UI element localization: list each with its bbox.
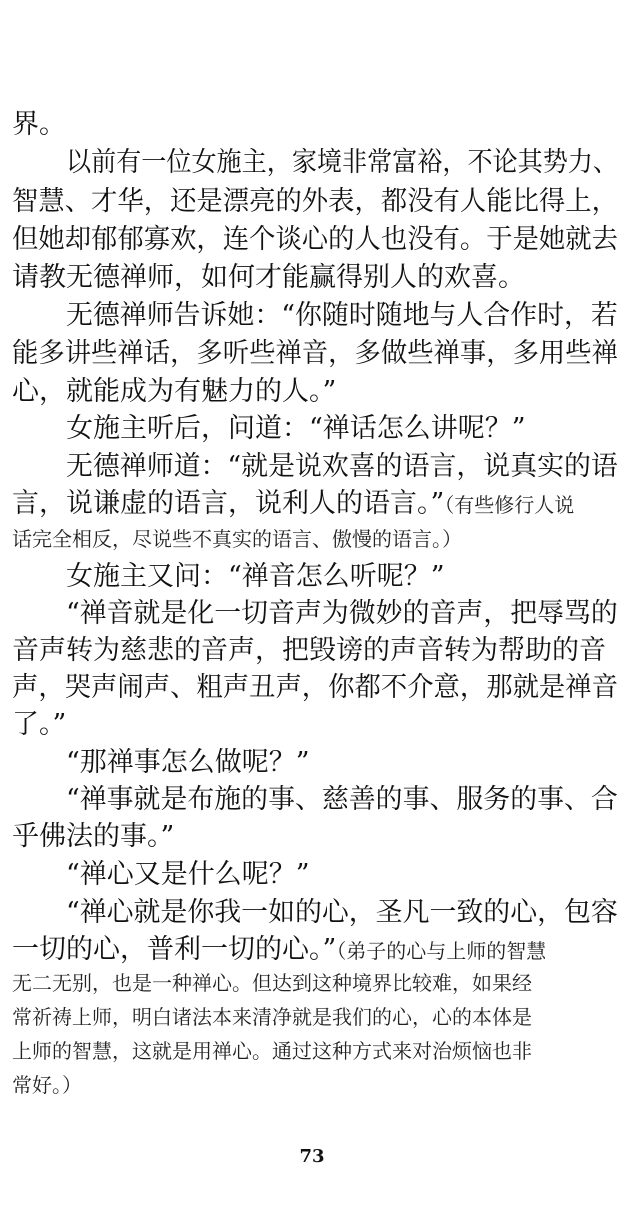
text-line: 乎佛法的事。” [12, 821, 175, 852]
text-segment: 一切的心，普利一切的心。” [12, 934, 337, 965]
text-line: 界。 [12, 109, 66, 140]
text-line: 请教无德禅师，如何才能赢得别人的欢喜。 [12, 262, 525, 293]
text-line: 声，哭声闹声、粗声丑声，你都不介意，那就是禅音 [12, 672, 618, 703]
note-line: 话完全相反，尽说些不真实的语言、傲慢的语言。） [12, 527, 462, 551]
text-line: 女施主又问：“禅音怎么听呢？” [66, 561, 445, 592]
note-line: 无二无别，也是一种禅心。但达到这种境界比较难，如果经 [12, 971, 532, 995]
text-line [12, 489, 574, 520]
text-line: “禅心又是什么呢？” [66, 859, 310, 890]
note-line: 上师的智慧，这就是用禅心。通过这种方式来对治烦恼也非 [12, 1039, 532, 1063]
text-line: 以前有一位女施主，家境非常富裕，不论其势力、 [66, 147, 619, 178]
text-line: “禅事就是布施的事、慈善的事、服务的事、合 [66, 784, 618, 815]
note-line: 常好。） [12, 1073, 82, 1097]
text-line: 心，就能成为有魅力的人。” [12, 376, 337, 407]
text-line: 女施主听后，问道：“禅话怎么讲呢？” [66, 413, 526, 444]
text-line: “禅心就是你我一如的心，圣凡一致的心，包容 [66, 897, 618, 928]
text-line: 音声转为慈悲的音声，把毁谤的声音转为帮助的音 [12, 635, 606, 666]
note-text: （弟子的心与上师的智慧 [336, 939, 547, 963]
text-line: 无德禅师道：“就是说欢喜的语言，说真实的语 [66, 451, 618, 482]
note-text: （有些修行人说 [444, 493, 575, 517]
text-line [12, 935, 546, 966]
page-number: 73 [299, 1146, 325, 1167]
text-line: 能多讲些禅话，多听些禅音，多做些禅事，多用些禅 [12, 338, 618, 369]
note-line: 常祈祷上师，明白诸法本来清净就是我们的心，心的本体是 [12, 1005, 532, 1029]
text-line: 但她却郁郁寡欢，连个谈心的人也没有。于是她就去 [12, 224, 618, 255]
text-line: 无德禅师告诉她：“你随时随地与人合作时，若 [66, 300, 618, 331]
text-segment: 言，说谦虚的语言，说利人的语言。” [12, 488, 445, 519]
text-line: “那禅事怎么做呢？” [66, 747, 310, 778]
text-line: “禅音就是化一切音声为微妙的音声，把辱骂的 [66, 598, 618, 629]
text-line: 了。” [12, 709, 67, 740]
text-line: 智慧、才华，还是漂亮的外表，都没有人能比得上， [12, 186, 618, 217]
